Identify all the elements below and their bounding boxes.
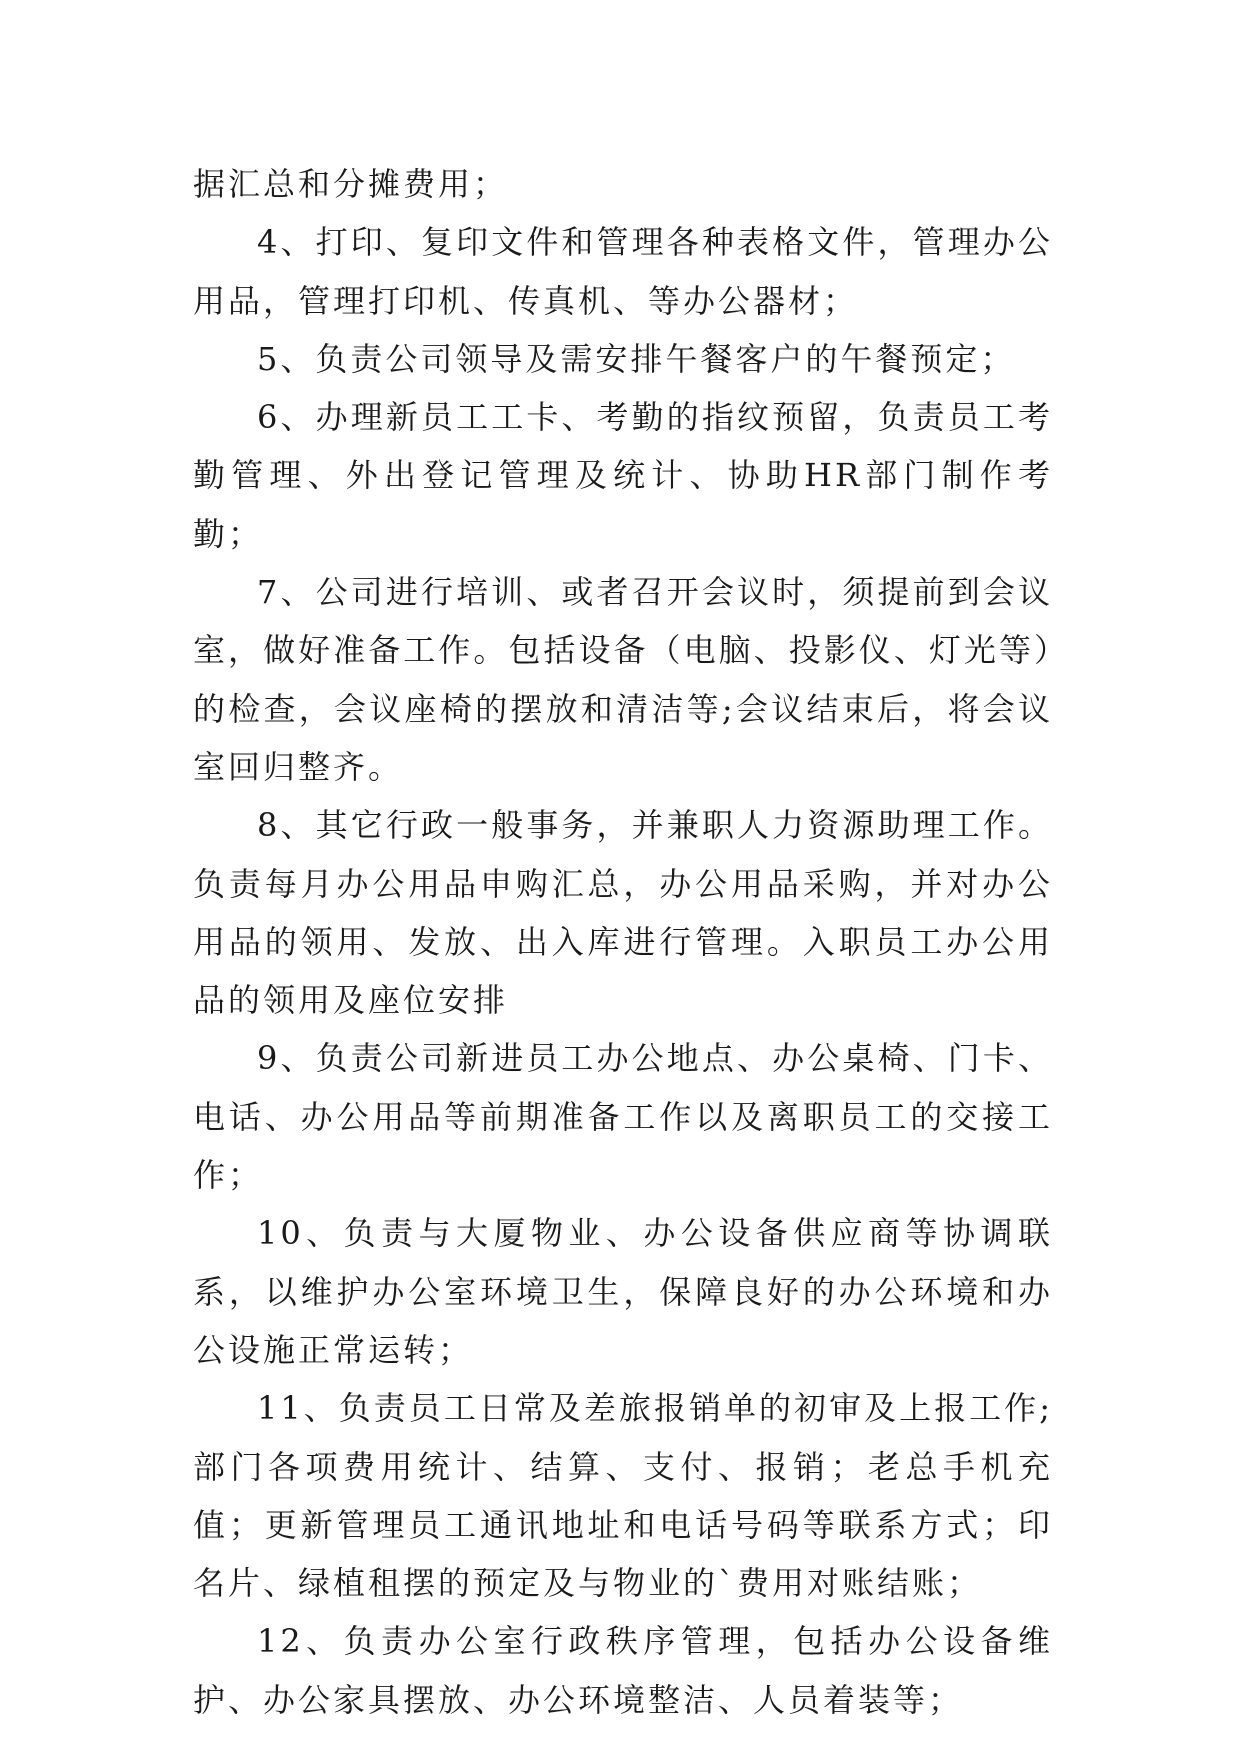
paragraph-item-6: 6、办理新员工工卡、考勤的指纹预留，负责员工考勤管理、外出登记管理及统计、协助HR部门制作考勤； (193, 398, 1053, 553)
paragraph-item-11: 11、负责员工日常及差旅报销单的初审及上报工作;部门各项费用统计、结算、支付、报销；老总手机充值；更新管理员工通讯地址和电话号码等联系方式；印名片、绿植租摆的预定及与物业的`费用对账结账； (193, 1389, 1053, 1603)
document-body (193, 155, 1053, 1729)
paragraph-item-9: 9、负责公司新进员工办公地点、办公桌椅、门卡、电话、办公用品等前期准备工作以及离职员工的交接工作； (193, 1039, 1053, 1195)
paragraph-continuation: 据汇总和分摊费用； (193, 165, 509, 203)
paragraph-item-4: 4、打印、复印文件和管理各种表格文件，管理办公用品，管理打印机、传真机、等办公器材； (193, 223, 1053, 320)
paragraph-item-10: 10、负责与大厦物业、办公设备供应商等协调联系，以维护办公室环境卫生，保障良好的办公环境和办公设施正常运转； (193, 1214, 1053, 1369)
paragraph-item-7: 7、公司进行培训、或者召开会议时，须提前到会议室，做好准备工作。包括设备（电脑、投影仪、灯光等）的检查，会议座椅的摆放和清洁等;会议结束后，将会议室回归整齐。 (193, 573, 1053, 786)
paragraph-item-5: 5、负责公司领导及需安排午餐客户的午餐预定； (257, 339, 1016, 378)
paragraph-item-12: 12、负责办公室行政秩序管理，包括办公设备维护、办公家具摆放、办公环境整洁、人员着装等； (193, 1622, 1053, 1719)
paragraph-item-8: 8、其它行政一般事务，并兼职人力资源助理工作。负责每月办公用品申购汇总，办公用品采购，并对办公用品的领用、发放、出入库进行管理。入职员工办公用品的领用及座位安排 (193, 806, 1053, 1020)
